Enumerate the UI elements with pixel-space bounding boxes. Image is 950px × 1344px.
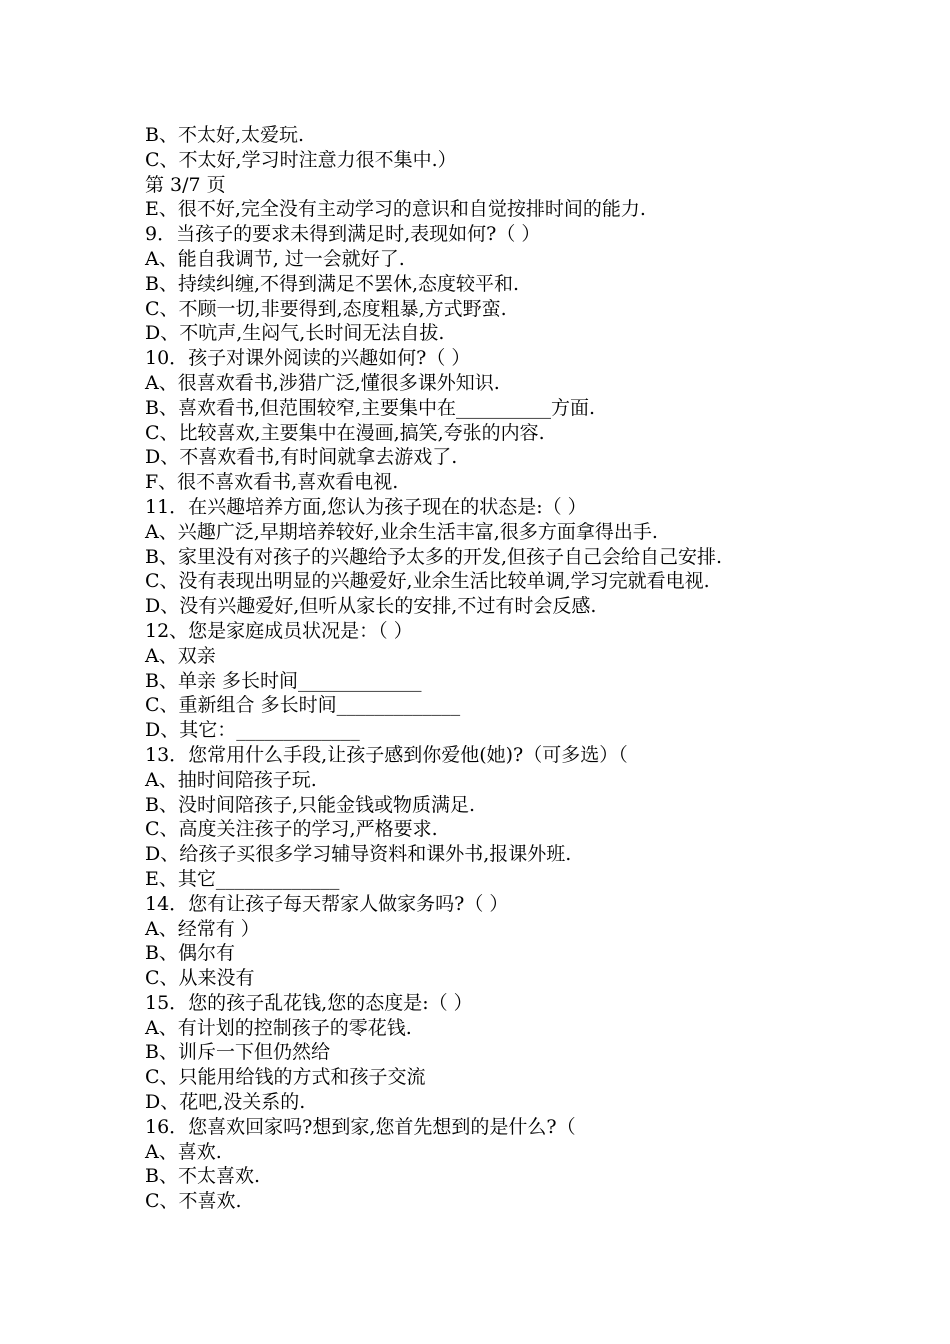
question-16: 16．您喜欢回家吗?想到家,您首先想到的是什么?（ [145, 1115, 576, 1138]
text-line: D、其它：_____________ [145, 719, 360, 742]
text-line: B、偶尔有 [145, 942, 235, 965]
text-line: A、喜欢. [145, 1140, 222, 1163]
text-line: D、给孩子买很多学习辅导资料和课外书,报课外班. [145, 843, 572, 866]
text-line: C、重新组合 多长时间_____________ [145, 694, 461, 717]
text-line: C、没有表现出明显的兴趣爱好,业余生活比较单调,学习完就看电视. [145, 570, 710, 593]
text-line: C、不太好,学习时注意力很不集中.） [145, 148, 457, 171]
text-line: A、很喜欢看书,涉猎广泛,懂很多课外知识. [145, 371, 500, 394]
text-line: F、很不喜欢看书,喜欢看电视. [145, 471, 399, 494]
text-line: D、花吧,没关系的. [145, 1091, 306, 1114]
text-line: B、喜欢看书,但范围较窄,主要集中在__________方面. [145, 396, 596, 419]
question-9: 9．当孩子的要求未得到满足时,表现如何?（ ） [145, 223, 541, 246]
text-line: C、不顾一切,非要得到,态度粗暴,方式野蛮. [145, 297, 507, 320]
text-line: A、兴趣广泛,早期培养较好,业余生活丰富,很多方面拿得出手. [145, 520, 658, 543]
question-14: 14．您有让孩子每天帮家人做家务吗?（ ） [145, 892, 509, 915]
text-line: A、能自我调节, 过一会就好了. [145, 247, 405, 270]
text-line: A、经常有 ） [145, 917, 260, 940]
text-line: C、从来没有 [145, 967, 255, 990]
text-line: E、其它_____________ [145, 867, 340, 890]
question-10: 10．孩子对课外阅读的兴趣如何?（ ） [145, 347, 471, 370]
text-line: D、不吭声,生闷气,长时间无法自拔. [145, 322, 445, 345]
page-number: 第 3/7 页 [145, 173, 226, 196]
text-line: B、不太喜欢. [145, 1165, 261, 1188]
question-12: 12、您是家庭成员状况是：（ ） [145, 619, 413, 642]
text-line: B、没时间陪孩子,只能金钱或物质满足. [145, 793, 476, 816]
text-line: B、家里没有对孩子的兴趣给予太多的开发,但孩子自己会给自己安排. [145, 545, 723, 568]
text-line: B、训斥一下但仍然给 [145, 1041, 330, 1064]
text-line: A、抽时间陪孩子玩. [145, 768, 317, 791]
document-body [145, 123, 865, 1214]
question-13: 13．您常用什么手段,让孩子感到你爱他(她)?（可多选）（ [145, 743, 628, 766]
text-line: C、只能用给钱的方式和孩子交流 [145, 1066, 426, 1089]
text-line: D、不喜欢看书,有时间就拿去游戏了. [145, 446, 458, 469]
text-line: C、比较喜欢,主要集中在漫画,搞笑,夸张的内容. [145, 421, 545, 444]
text-line: A、双亲 [145, 644, 216, 667]
text-line: B、单亲 多长时间_____________ [145, 669, 422, 692]
text-line: B、不太好,太爱玩. [145, 124, 305, 146]
text-line: C、高度关注孩子的学习,严格要求. [145, 818, 438, 841]
text-line: A、有计划的控制孩子的零花钱. [145, 1016, 412, 1039]
text-line: D、没有兴趣爱好,但听从家长的安排,不过有时会反感. [145, 595, 597, 618]
text-line: E、很不好,完全没有主动学习的意识和自觉按排时间的能力. [145, 198, 646, 221]
question-15: 15．您的孩子乱花钱,您的态度是:（ ） [145, 991, 473, 1014]
question-11: 11．在兴趣培养方面,您认为孩子现在的状态是:（ ） [145, 495, 587, 518]
text-line: C、不喜欢. [145, 1190, 242, 1213]
text-line: B、持续纠缠,不得到满足不罢休,态度较平和. [145, 272, 520, 295]
